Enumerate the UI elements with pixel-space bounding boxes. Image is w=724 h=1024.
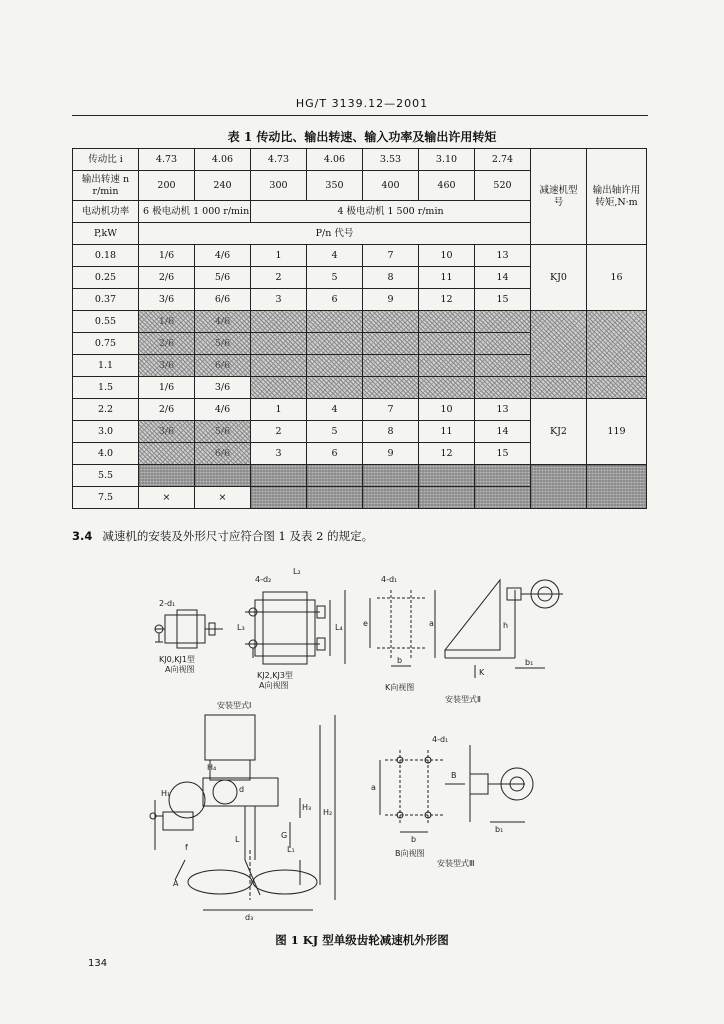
code-cell: 1/6 [139, 245, 195, 267]
reducer-model-header: 减速机型号 [531, 149, 587, 245]
code-cell [251, 333, 307, 355]
code-cell: 1/6 [139, 311, 195, 333]
label-b: b [397, 656, 403, 665]
label-d: d [239, 785, 245, 794]
power-label: P,kW [73, 223, 139, 245]
section-text: 减速机的安装及外形尺寸应符合图 1 及表 2 的规定。 [102, 529, 374, 543]
code-cell: 9 [363, 289, 419, 311]
label-view-a2b: A向视图 [259, 681, 289, 690]
model-kj0: KJ0 [531, 245, 587, 311]
label-h2: H₂ [323, 808, 333, 817]
label-l3: L₃ [237, 623, 245, 632]
code-cell: 3/6 [139, 421, 195, 443]
ratio-cell: 2.74 [475, 149, 531, 171]
code-cell [419, 355, 475, 377]
ratio-label: 传动比 i [73, 149, 139, 171]
view-b [380, 750, 445, 832]
code-cell [419, 333, 475, 355]
table-row [73, 311, 647, 333]
code-cell [475, 465, 531, 487]
code-cell [363, 311, 419, 333]
table-caption: 表 1 传动比、输出转速、输入功率及输出许用转矩 [227, 130, 497, 144]
label-e: e [363, 619, 368, 628]
code-cell: 1/6 [139, 377, 195, 399]
code-cell [363, 355, 419, 377]
code-cell [363, 377, 419, 399]
ratio-cell: 4.73 [139, 149, 195, 171]
speed-cell: 460 [419, 171, 475, 201]
code-cell [251, 377, 307, 399]
code-cell: 3/6 [139, 289, 195, 311]
code-cell: 5/6 [195, 267, 251, 289]
code-cell: 11 [419, 421, 475, 443]
code-cell: 9 [363, 443, 419, 465]
label-g: G [281, 831, 288, 840]
code-cell: 14 [475, 421, 531, 443]
code-cell [475, 377, 531, 399]
power-cell: 4.0 [73, 443, 139, 465]
motor-4pole: 4 极电动机 1 500 r/min [251, 201, 531, 223]
label-l: L [235, 835, 240, 844]
label-h: h [503, 621, 509, 630]
ratio-cell: 4.06 [307, 149, 363, 171]
figure-labels [159, 567, 533, 922]
code-cell: 6/6 [195, 355, 251, 377]
code-cell: 3 [251, 289, 307, 311]
page-number: 134 [88, 958, 108, 969]
power-cell: 3.0 [73, 421, 139, 443]
code-cell: 7 [363, 399, 419, 421]
code-cell: 6/6 [195, 443, 251, 465]
power-cell: 1.1 [73, 355, 139, 377]
label-holes-4d2: 4-d₂ [255, 575, 272, 584]
label-mount2: 安装型式Ⅱ [445, 695, 481, 704]
code-cell: 12 [419, 443, 475, 465]
code-cell: 4/6 [195, 245, 251, 267]
power-cell: 2.2 [73, 399, 139, 421]
code-cell: 2/6 [139, 267, 195, 289]
torque-header: 输出轴许用转矩,N·m [587, 149, 647, 245]
torque-kj1 [587, 311, 647, 377]
speed-label-text: 输出转速 n [81, 174, 130, 186]
power-cell: 0.25 [73, 267, 139, 289]
code-cell: 1 [251, 399, 307, 421]
torque-kj0: 16 [587, 245, 647, 311]
view-a-kj0-kj1 [155, 610, 223, 648]
label-k: K [479, 668, 485, 677]
code-cell [419, 465, 475, 487]
code-cell [531, 377, 587, 399]
code-cell: 3 [251, 443, 307, 465]
code-cell: 6 [307, 443, 363, 465]
speed-cell: 240 [195, 171, 251, 201]
speed-label [73, 171, 139, 201]
label-view-a2: KJ2,KJ3型 [257, 671, 293, 680]
code-cell: 4/6 [195, 311, 251, 333]
code-cell [475, 311, 531, 333]
speed-cell: 400 [363, 171, 419, 201]
code-cell [363, 465, 419, 487]
code-cell: 5/6 [195, 421, 251, 443]
label-holes-2d: 2-d₁ [159, 599, 176, 608]
label-d3: d₃ [245, 913, 254, 922]
spec-table [72, 148, 647, 509]
code-cell [307, 465, 363, 487]
label-a-dir: A [173, 879, 179, 888]
code-cell [307, 355, 363, 377]
table-row [73, 245, 647, 267]
code-cell: 15 [475, 443, 531, 465]
speed-unit: r/min [92, 185, 119, 197]
label-h4: H₄ [207, 763, 217, 772]
label-l1: L₁ [287, 845, 295, 854]
code-cell [251, 487, 307, 509]
code-cell: 3/6 [195, 377, 251, 399]
standard-number: HG/T 3139.12—2001 [295, 97, 429, 110]
ratio-cell: 4.06 [195, 149, 251, 171]
code-cell: 5/6 [195, 333, 251, 355]
model-kj3 [531, 465, 587, 509]
code-cell: 15 [475, 289, 531, 311]
label-mount1: 安装型式Ⅰ [217, 701, 252, 710]
code-cell: 2 [251, 421, 307, 443]
power-cell: 0.37 [73, 289, 139, 311]
label-b1: b₁ [525, 658, 534, 667]
label-f: f [185, 843, 188, 852]
label-h3: H₃ [302, 803, 312, 812]
code-cell: 5 [307, 421, 363, 443]
code-cell [475, 355, 531, 377]
speed-cell: 200 [139, 171, 195, 201]
code-cell [419, 311, 475, 333]
code-cell: 6 [307, 289, 363, 311]
section-number: 3.4 [72, 529, 93, 543]
speed-cell: 350 [307, 171, 363, 201]
code-cell: 5 [307, 267, 363, 289]
figure-caption: 图 1 KJ 型单级齿轮减速机外形图 [275, 933, 449, 947]
ratio-cell: 3.53 [363, 149, 419, 171]
motor-6pole: 6 极电动机 1 000 r/min [139, 201, 251, 223]
code-cell [419, 487, 475, 509]
label-view-b: B向视图 [395, 849, 425, 858]
code-cell [419, 377, 475, 399]
code-cell: 4 [307, 399, 363, 421]
label-view-k: K向视图 [385, 683, 415, 692]
torque-kj3 [587, 465, 647, 509]
power-cell: 5.5 [73, 465, 139, 487]
label-view-a1b: A向视图 [165, 665, 195, 674]
code-cell: 1 [251, 245, 307, 267]
pn-code: P/n 代号 [139, 223, 531, 245]
model-kj2: KJ2 [531, 399, 587, 465]
code-cell: 6/6 [195, 289, 251, 311]
code-cell: × [139, 487, 195, 509]
label-l2: L₂ [293, 567, 301, 576]
view-a-kj2-kj3 [245, 590, 345, 664]
code-cell [307, 333, 363, 355]
ratio-cell: 3.10 [419, 149, 475, 171]
label-b3: b₁ [495, 825, 504, 834]
code-cell [251, 311, 307, 333]
power-cell: 7.5 [73, 487, 139, 509]
table-row [73, 465, 647, 487]
power-cell: 0.18 [73, 245, 139, 267]
header-rule [72, 115, 648, 116]
code-cell: 2 [251, 267, 307, 289]
label-h1: H₁ [161, 789, 171, 798]
power-cell: 1.5 [73, 377, 139, 399]
code-cell [251, 465, 307, 487]
code-cell [363, 333, 419, 355]
code-cell [139, 465, 195, 487]
code-cell: 13 [475, 399, 531, 421]
reducer-outline-figure [145, 560, 585, 928]
label-holes-4d1: 4-d₁ [381, 575, 398, 584]
mount-type-3 [445, 745, 533, 822]
code-cell: 13 [475, 245, 531, 267]
view-k [370, 590, 435, 666]
code-cell: × [195, 487, 251, 509]
table-row [73, 377, 647, 399]
model-kj1 [531, 311, 587, 377]
ratio-row [73, 149, 647, 171]
code-cell: 12 [419, 289, 475, 311]
code-cell: 10 [419, 245, 475, 267]
code-cell: 10 [419, 399, 475, 421]
code-cell [139, 443, 195, 465]
label-bdir: B [451, 771, 457, 780]
speed-cell: 300 [251, 171, 307, 201]
code-cell [307, 311, 363, 333]
motor-label: 电动机功率 [73, 201, 139, 223]
table-row [73, 399, 647, 421]
label-a: a [429, 619, 434, 628]
label-l4: L₄ [335, 623, 343, 632]
code-cell: 11 [419, 267, 475, 289]
code-cell [195, 465, 251, 487]
code-cell [307, 377, 363, 399]
code-cell: 14 [475, 267, 531, 289]
code-cell: 8 [363, 421, 419, 443]
code-cell: 2/6 [139, 399, 195, 421]
power-cell: 0.75 [73, 333, 139, 355]
code-cell: 4/6 [195, 399, 251, 421]
code-cell [475, 333, 531, 355]
code-cell [251, 355, 307, 377]
code-cell: 3/6 [139, 355, 195, 377]
label-b2: b [411, 835, 417, 844]
label-mount3: 安装型式Ⅲ [437, 859, 475, 868]
code-cell: 7 [363, 245, 419, 267]
section-3-4 [72, 528, 373, 544]
code-cell: 4 [307, 245, 363, 267]
torque-kj2: 119 [587, 399, 647, 465]
code-cell [363, 487, 419, 509]
label-view-a1: KJ0,KJ1型 [159, 655, 195, 664]
code-cell [587, 377, 647, 399]
code-cell: 8 [363, 267, 419, 289]
label-holes-4d1b: 4-d₁ [432, 735, 449, 744]
speed-cell: 520 [475, 171, 531, 201]
power-cell: 0.55 [73, 311, 139, 333]
code-cell [307, 487, 363, 509]
code-cell: 2/6 [139, 333, 195, 355]
label-a2: a [371, 783, 376, 792]
code-cell [475, 487, 531, 509]
ratio-cell: 4.73 [251, 149, 307, 171]
